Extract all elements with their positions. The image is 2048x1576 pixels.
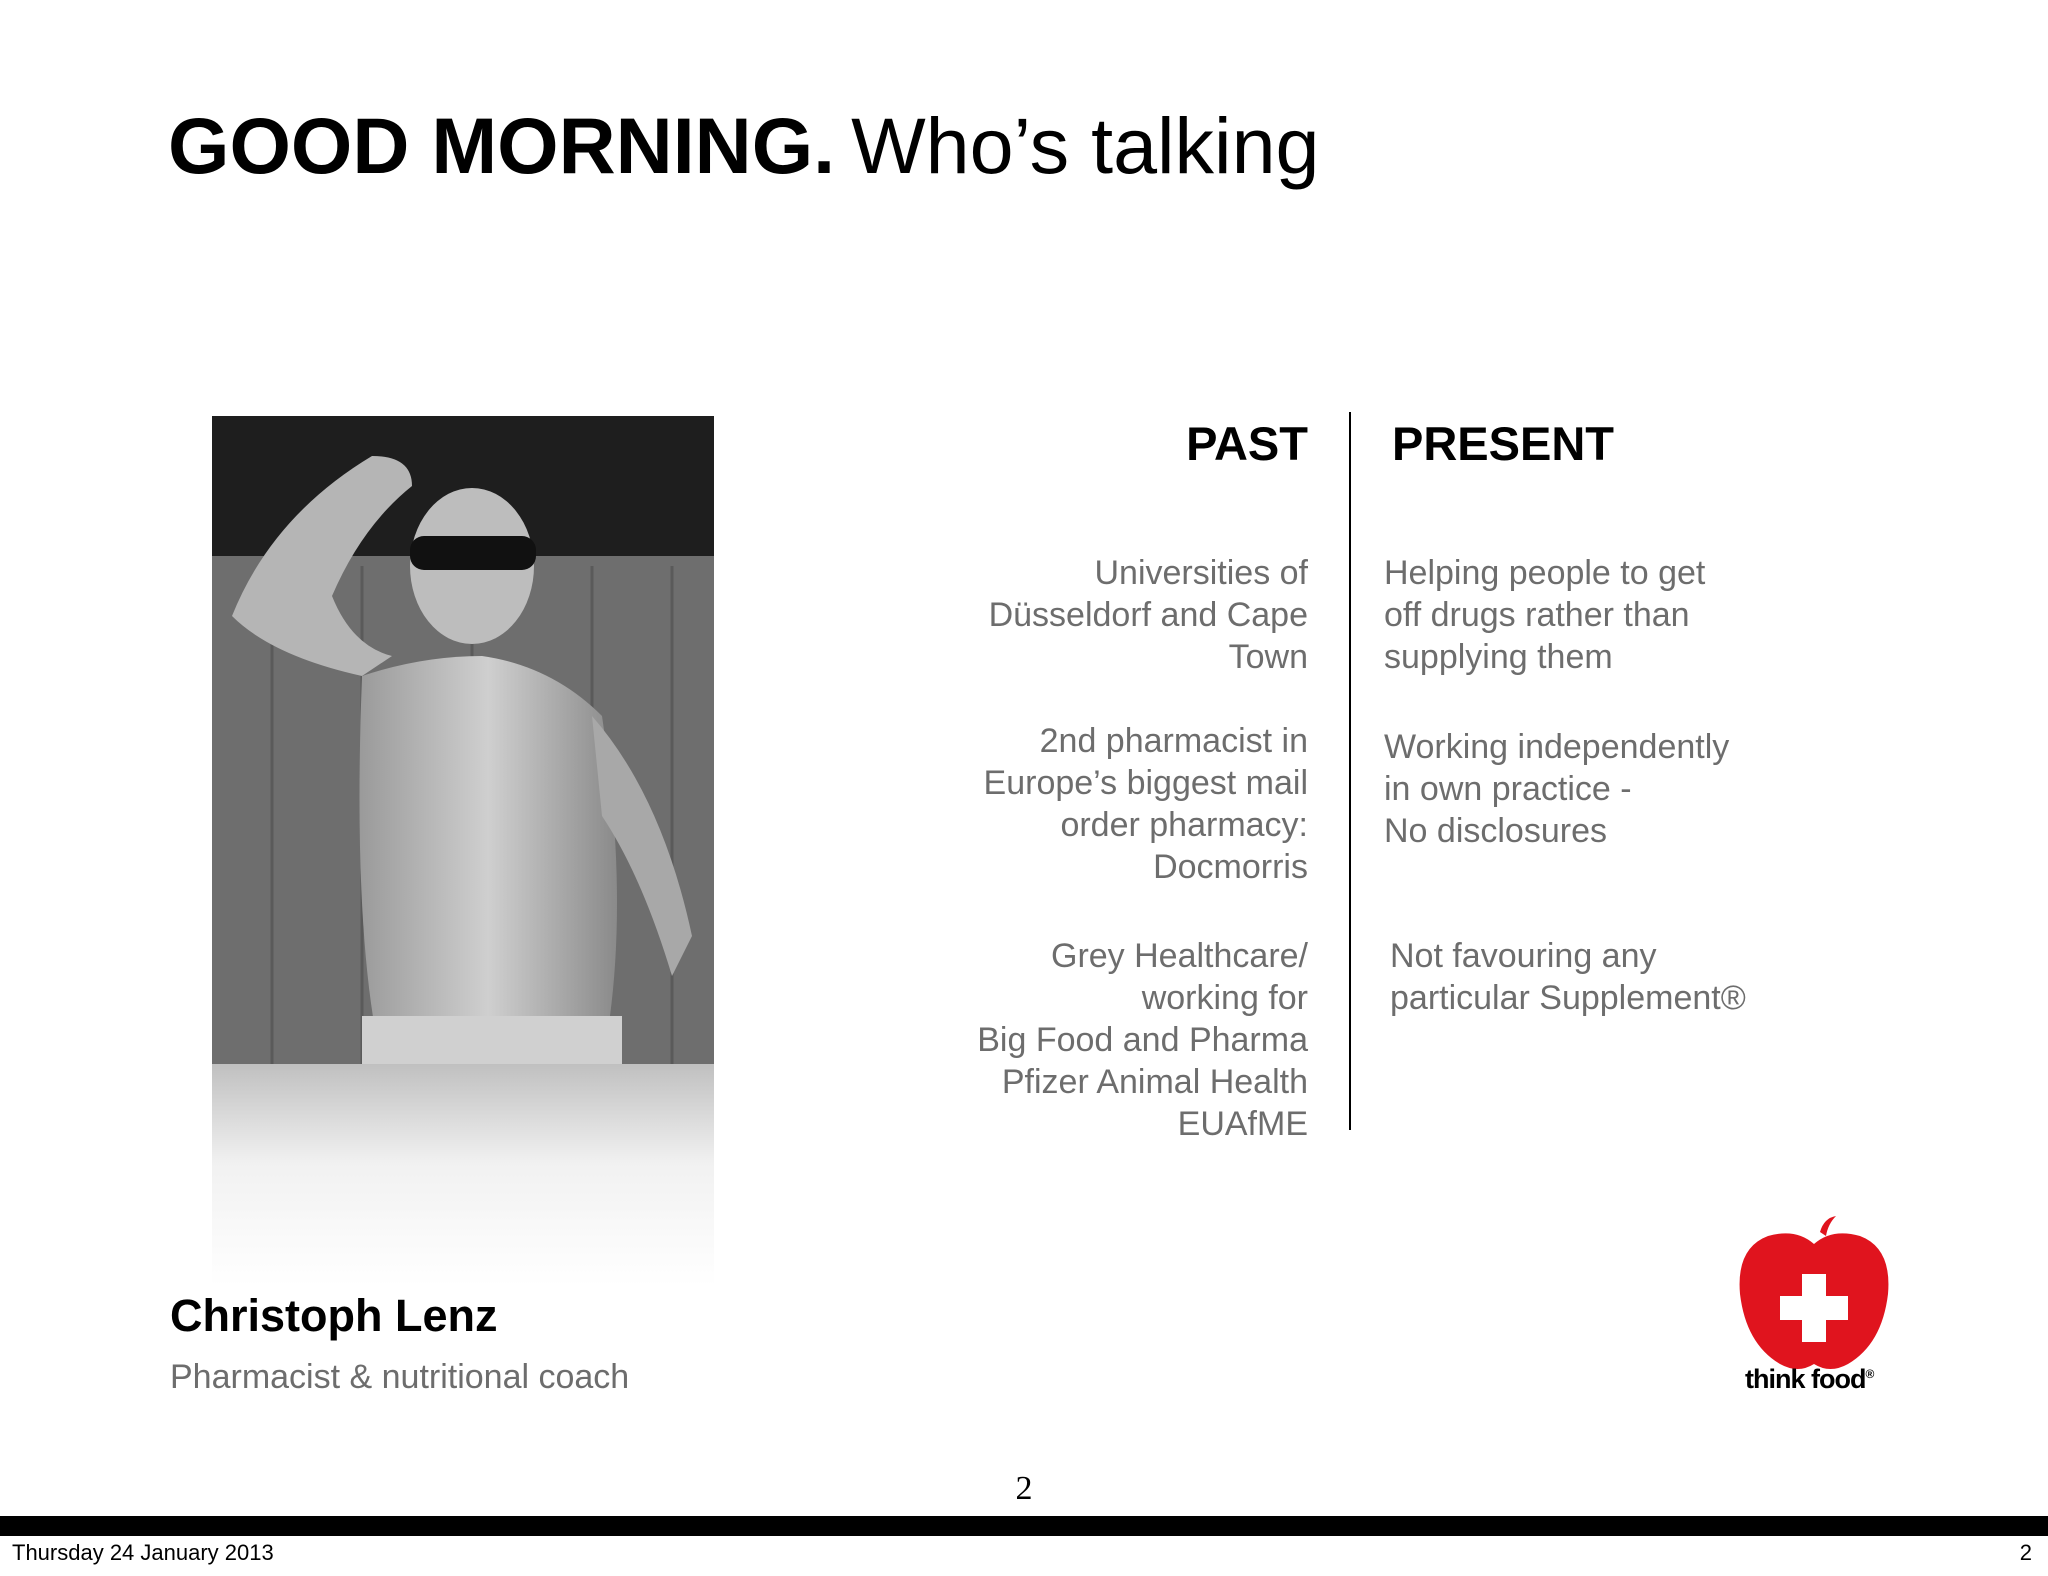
column-divider (1349, 412, 1351, 1130)
past-heading: PAST (1186, 417, 1308, 470)
footer-bar (0, 1516, 2048, 1536)
past-line: Pfizer Animal Health (1001, 1063, 1308, 1101)
speaker-role: Pharmacist & nutritional coach (170, 1358, 630, 1396)
present-line: in own practice - (1384, 770, 1632, 808)
past-block-1 (888, 552, 1308, 678)
past-line: Town (1228, 638, 1308, 676)
photo-reflection (212, 1064, 714, 1286)
footer-page-number: 2 (2019, 1540, 2032, 1565)
present-line: off drugs rather than (1384, 596, 1690, 634)
past-line: EUAfME (1177, 1105, 1308, 1143)
past-line: order pharmacy: (1060, 806, 1308, 844)
past-line: working for (1141, 979, 1308, 1017)
past-line: Big Food and Pharma (977, 1021, 1308, 1059)
present-heading: PRESENT (1392, 417, 1614, 470)
past-line: Europe’s biggest mail (983, 764, 1308, 802)
present-line: Not favouring any (1390, 937, 1657, 975)
present-block-1 (1384, 552, 1804, 678)
logo-text: think food (1745, 1364, 1866, 1394)
present-line: supplying them (1384, 638, 1613, 676)
present-line: No disclosures (1384, 812, 1607, 850)
speaker-photo (212, 416, 714, 1064)
past-line: Docmorris (1153, 848, 1308, 886)
slide-number: 2 (1015, 1470, 1033, 1507)
logo-registered-mark: ® (1865, 1367, 1874, 1381)
past-block-3 (888, 935, 1308, 1145)
present-line: particular Supplement® (1390, 979, 1746, 1017)
past-line: Grey Healthcare/ (1051, 937, 1308, 975)
speaker-silhouette (212, 416, 714, 1064)
present-block-2 (1384, 726, 1804, 852)
present-block-3 (1390, 935, 1810, 1019)
title-bold: GOOD MORNING. (168, 101, 836, 190)
footer-date: Thursday 24 January 2013 (12, 1540, 274, 1565)
present-line: Working independently (1384, 728, 1730, 766)
logo-wordmark (1745, 1364, 1873, 1395)
present-line: Helping people to get (1384, 554, 1706, 592)
title-light: Who’s talking (851, 101, 1320, 190)
slide-title (168, 100, 1319, 192)
past-line: 2nd pharmacist in (1039, 722, 1308, 760)
past-line: Universities of (1094, 554, 1308, 592)
past-line: Düsseldorf and Cape (988, 596, 1308, 634)
speaker-name: Christoph Lenz (170, 1290, 498, 1341)
past-block-2 (888, 720, 1308, 888)
